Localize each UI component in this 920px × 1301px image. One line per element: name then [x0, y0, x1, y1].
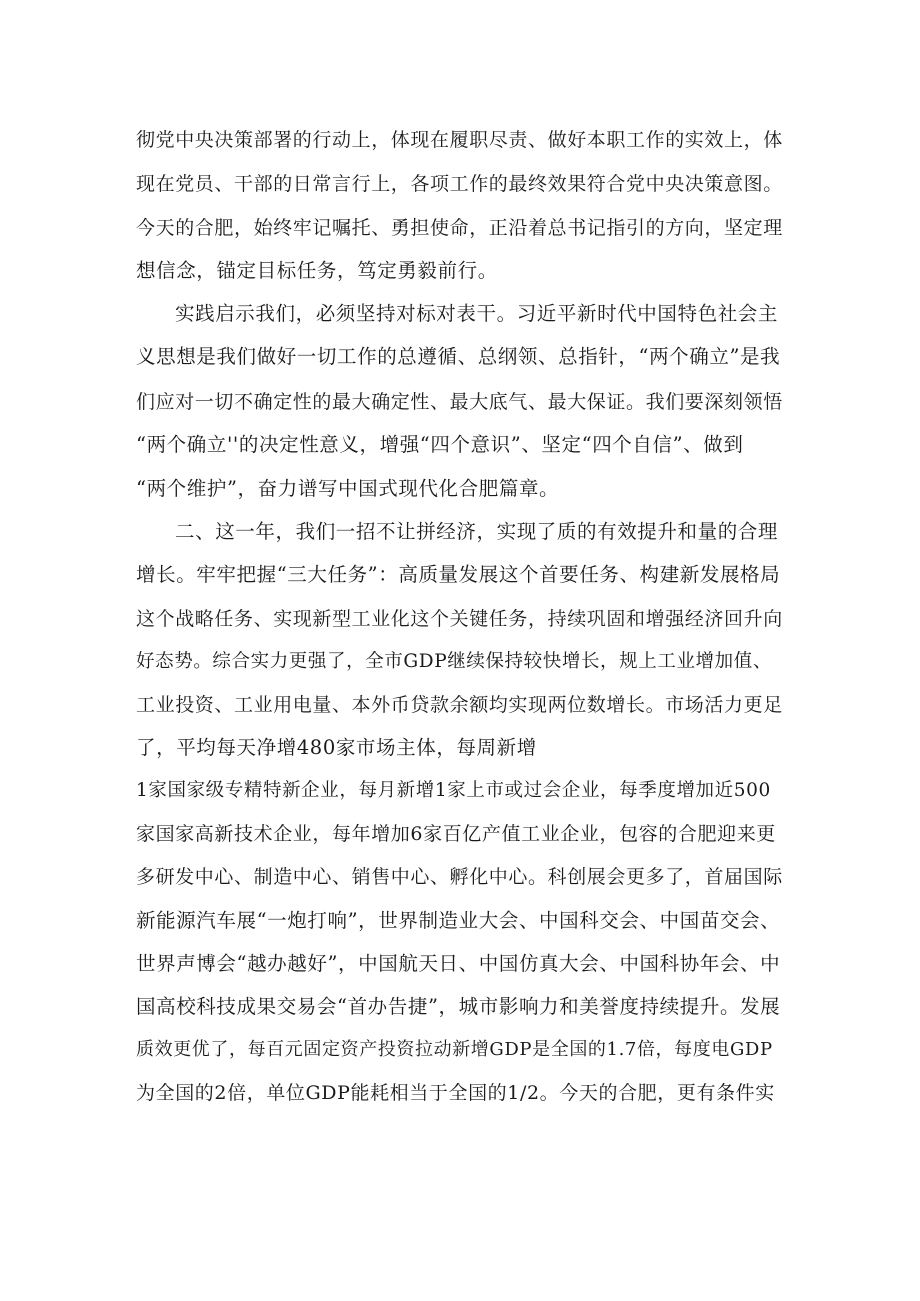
text-line: 今天的合肥，始终牢记嘱托、勇担使命，正沿着总书记指引的方向，坚定理: [136, 217, 783, 239]
text-line: 了，平均每天净增480家市场主体，每周新增: [136, 736, 537, 759]
text-line: 这个战略任务、实现新型工业化这个关键任务，持续巩固和增强经济回升向: [136, 608, 783, 630]
text-line: 们应对一切不确定性的最大确定性、最大底气、最大保证。我们要深刻领悟: [136, 391, 783, 413]
text-line: 好态势。综合实力更强了，全市GDP继续保持较快增长，规上工业增加值、: [136, 651, 772, 672]
text-line: “两个维护”，奋力谱写中国式现代化合肥篇章。: [136, 477, 560, 500]
text-line: 家国家高新技术企业，每年增加6家百亿产值工业企业，包容的合肥迎来更: [136, 823, 776, 845]
text-line: 为全国的2倍，单位GDP能耗相当于全国的1/2。今天的合肥，更有条件实: [136, 1082, 775, 1104]
paragraph-first-line: 二、这一年，我们一招不让拼经济，实现了质的有效提升和量的合理: [175, 520, 779, 543]
text-line: 国高校科技成果交易会“首办告捷”，城市影响力和美誉度持续提升。发展: [136, 995, 781, 1018]
text-line: “两个确立''的决定性意义，增强“四个意识”、坚定“四个自信”、做到: [136, 433, 744, 456]
text-line: 义思想是我们做好一切工作的总遵循、总纲领、总指针，“两个确立”是我: [136, 345, 781, 368]
text-line: 新能源汽车展“一炮打响”，世界制造业大会、中国科交会、中国苗交会、: [136, 909, 781, 932]
text-line: 1家国家级专精特新企业，每月新增1家上市或过会企业，每季度增加近500: [136, 780, 771, 801]
text-line: 工业投资、工业用电量、本外币贷款余额均实现两位数增长。市场活力更足: [136, 694, 783, 716]
text-line: 世界声博会“越办越好”，中国航天日、中国仿真大会、中国科协年会、中: [136, 952, 781, 975]
text-line: 现在党员、干部的日常言行上，各项工作的最终效果符合党中央决策意图。: [136, 173, 783, 195]
text-line: 多研发中心、制造中心、销售中心、孵化中心。科创展会更多了，首届国际: [136, 866, 783, 888]
text-line: 质效更优了，每百元固定资产投资拉动新增GDP是全国的1.7倍，每度电GDP: [136, 1039, 773, 1060]
paragraph-first-line: 实践启示我们，必须坚持对标对表干。习近平新时代中国特色社会主: [175, 302, 779, 325]
text-line: 增长。牢牢把握“三大任务”：高质量发展这个首要任务、构建新发展格局: [136, 563, 781, 586]
text-line: 想信念，锚定目标任务，笃定勇毅前行。: [136, 259, 498, 282]
text-line: 彻党中央决策部署的行动上，体现在履职尽责、做好本职工作的实效上，体: [136, 129, 783, 151]
